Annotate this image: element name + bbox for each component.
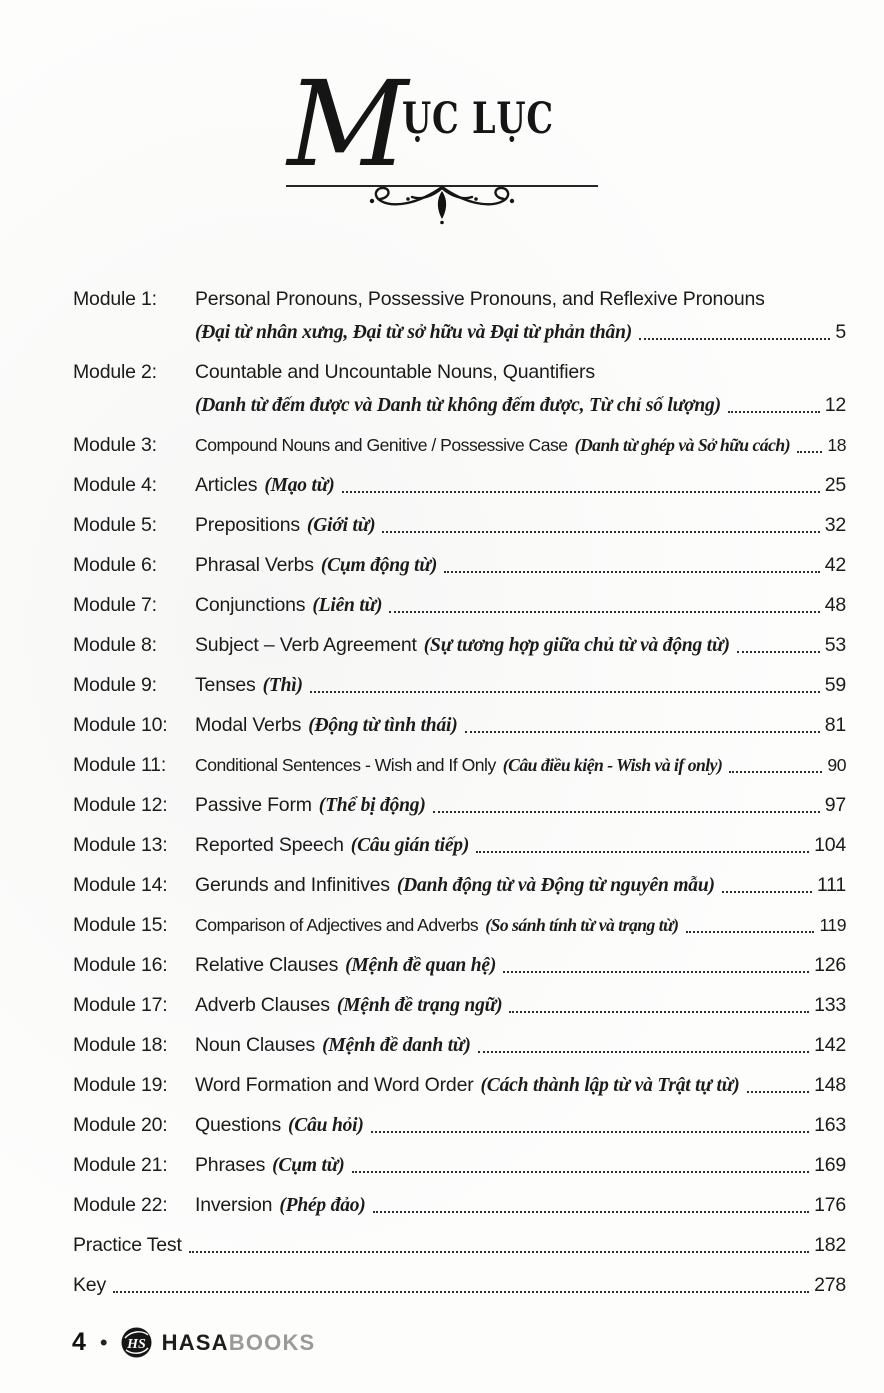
toc-page-number: 126 bbox=[814, 954, 846, 976]
hasabooks-logo-icon bbox=[120, 1326, 153, 1359]
toc-entry-title: Tenses bbox=[195, 674, 256, 696]
toc-entry-title: Comparison of Adjectives and Adverbs bbox=[195, 915, 479, 935]
toc-entry-label: Module 11: bbox=[73, 754, 167, 776]
toc-list bbox=[73, 286, 846, 1312]
toc-entry bbox=[73, 712, 846, 739]
ornament-divider-icon bbox=[282, 177, 602, 225]
toc-entry-title: Gerunds and Infinitives bbox=[195, 874, 390, 896]
toc-entry bbox=[73, 632, 846, 659]
toc-entry-body bbox=[195, 912, 846, 939]
toc-entry-body bbox=[195, 286, 846, 313]
toc-dot-leader bbox=[189, 1251, 809, 1253]
toc-entry-continuation bbox=[73, 319, 846, 346]
toc-entry-body bbox=[73, 1232, 846, 1259]
toc-entry-label: Module 8: bbox=[73, 634, 157, 656]
toc-entry-label: Module 9: bbox=[73, 674, 157, 696]
toc-entry-title: Reported Speech bbox=[195, 834, 344, 856]
toc-entry-translation: (Danh từ đếm được và Danh từ không đếm được, Từ chỉ số lượng) bbox=[195, 395, 721, 416]
toc-entry-continuation bbox=[73, 392, 846, 419]
toc-dot-leader bbox=[729, 771, 822, 773]
toc-entry-label: Module 18: bbox=[73, 1034, 168, 1056]
toc-dot-leader bbox=[686, 931, 815, 933]
toc-page-number: 163 bbox=[814, 1114, 846, 1136]
brand-name-light: BOOKS bbox=[228, 1329, 316, 1355]
logo-monogram: HS bbox=[126, 1337, 146, 1352]
toc-entry-translation: (Câu gián tiếp) bbox=[350, 835, 470, 856]
toc-entry-body bbox=[195, 992, 846, 1019]
toc-entry-label: Module 6: bbox=[73, 554, 157, 576]
toc-entry-label: Module 17: bbox=[73, 994, 168, 1016]
toc-entry bbox=[73, 832, 846, 859]
toc-entry-label: Module 12: bbox=[73, 794, 168, 816]
toc-dot-leader bbox=[371, 1131, 809, 1133]
toc-dot-leader bbox=[382, 531, 819, 533]
toc-dot-leader bbox=[797, 451, 822, 453]
toc-entry-title: Countable and Uncountable Nouns, Quantifiers bbox=[195, 361, 595, 383]
toc-dot-leader bbox=[444, 571, 820, 573]
toc-entry-body bbox=[195, 432, 846, 459]
toc-page-number: 81 bbox=[824, 714, 846, 736]
toc-entry-translation: (Động từ tình thái) bbox=[308, 715, 458, 736]
toc-entry-title: Key bbox=[73, 1274, 107, 1296]
toc-entry bbox=[73, 286, 846, 313]
toc-entry bbox=[73, 752, 846, 779]
toc-entry-body bbox=[195, 319, 846, 346]
toc-entry bbox=[73, 359, 846, 386]
toc-page-number: 90 bbox=[827, 755, 846, 775]
toc-entry-body bbox=[195, 472, 846, 499]
toc-entry-body bbox=[195, 592, 846, 619]
toc-entry-translation: (Phép đảo) bbox=[279, 1195, 366, 1216]
toc-entry-title: Personal Pronouns, Possessive Pronouns, and Reflexive Pronouns bbox=[195, 288, 765, 310]
toc-page-number: 278 bbox=[814, 1274, 846, 1296]
toc-entry bbox=[73, 912, 846, 939]
toc-entry bbox=[73, 592, 846, 619]
toc-dot-leader bbox=[478, 1051, 809, 1053]
toc-entry-label: Module 3: bbox=[73, 434, 157, 456]
toc-entry-body bbox=[195, 712, 846, 739]
toc-dot-leader bbox=[639, 338, 830, 340]
toc-entry-title: Conjunctions bbox=[195, 594, 306, 616]
toc-entry-label: Module 20: bbox=[73, 1114, 168, 1136]
toc-entry-translation: (Cách thành lập từ và Trật tự từ) bbox=[480, 1075, 740, 1096]
bullet-separator: • bbox=[99, 1329, 108, 1355]
toc-entry-label: Module 21: bbox=[73, 1154, 168, 1176]
toc-entry-title: Practice Test bbox=[73, 1234, 182, 1256]
toc-entry-label: Module 19: bbox=[73, 1074, 168, 1096]
toc-page-number: 97 bbox=[824, 794, 846, 816]
toc-entry bbox=[73, 1192, 846, 1219]
toc-entry-body bbox=[195, 1152, 846, 1179]
toc-entry-body bbox=[195, 1072, 846, 1099]
toc-entry-translation: (Danh động từ và Động từ nguyên mẫu) bbox=[396, 875, 715, 896]
toc-page-number: 176 bbox=[814, 1194, 846, 1216]
toc-page-number: 53 bbox=[824, 634, 846, 656]
toc-dot-leader bbox=[509, 1011, 809, 1013]
toc-entry-body bbox=[195, 1192, 846, 1219]
page-header bbox=[262, 55, 622, 230]
toc-entry-label: Module 13: bbox=[73, 834, 168, 856]
toc-entry bbox=[73, 1112, 846, 1139]
footer-page-number: 4 bbox=[72, 1328, 86, 1356]
brand-name-bold: HASA bbox=[161, 1329, 229, 1355]
toc-entry-title: Modal Verbs bbox=[195, 714, 302, 736]
toc-dot-leader bbox=[503, 971, 809, 973]
toc-dot-leader bbox=[352, 1171, 810, 1173]
toc-entry bbox=[73, 512, 846, 539]
toc-entry-label: Module 4: bbox=[73, 474, 157, 496]
toc-entry-title: Compound Nouns and Genitive / Possessive Case bbox=[195, 435, 568, 455]
toc-entry-label: Module 15: bbox=[73, 914, 168, 936]
toc-page-number: 25 bbox=[824, 474, 846, 496]
toc-entry-translation: (Cụm từ) bbox=[272, 1155, 345, 1176]
toc-entry bbox=[73, 1152, 846, 1179]
toc-page-number: 182 bbox=[814, 1234, 846, 1256]
toc-entry-translation: (Thì) bbox=[262, 675, 303, 696]
toc-entry bbox=[73, 872, 846, 899]
toc-entry-body bbox=[195, 832, 846, 859]
toc-entry-body bbox=[195, 632, 846, 659]
toc-entry-label: Module 7: bbox=[73, 594, 157, 616]
toc-entry-translation: (Đại từ nhân xưng, Đại từ sở hữu và Đại từ phản thân) bbox=[195, 322, 633, 343]
toc-entry-body bbox=[195, 752, 846, 779]
toc-page-number: 32 bbox=[824, 514, 846, 536]
toc-dot-leader bbox=[747, 1091, 810, 1093]
toc-entry-body bbox=[195, 359, 846, 386]
toc-entry-label: Module 16: bbox=[73, 954, 168, 976]
toc-dot-leader bbox=[310, 691, 820, 693]
toc-dot-leader bbox=[373, 1211, 809, 1213]
page-title bbox=[262, 55, 622, 193]
toc-entry-body bbox=[195, 512, 846, 539]
toc-entry-translation: (Sự tương hợp giữa chủ từ và động từ) bbox=[423, 635, 730, 656]
toc-entry bbox=[73, 472, 846, 499]
toc-entry-body bbox=[195, 952, 846, 979]
toc-entry-translation: (Mệnh đề quan hệ) bbox=[345, 955, 497, 976]
toc-entry bbox=[73, 1032, 846, 1059]
toc-entry bbox=[73, 1072, 846, 1099]
toc-page-number: 5 bbox=[835, 321, 846, 343]
title-initial: M bbox=[287, 55, 405, 193]
toc-entry-title: Inversion bbox=[195, 1194, 273, 1216]
toc-entry-label: Module 5: bbox=[73, 514, 157, 536]
toc-entry bbox=[73, 432, 846, 459]
toc-entry-translation: (Câu điều kiện - Wish và if only) bbox=[502, 755, 723, 775]
toc-entry-translation: (Thể bị động) bbox=[318, 795, 426, 816]
toc-entry-body bbox=[195, 1032, 846, 1059]
toc-entry-body bbox=[195, 872, 846, 899]
toc-entry-translation: (Câu hỏi) bbox=[288, 1115, 364, 1136]
toc-entry-body bbox=[195, 672, 846, 699]
toc-entry-translation: (Mạo từ) bbox=[264, 475, 335, 496]
toc-entry-title: Noun Clauses bbox=[195, 1034, 316, 1056]
toc-entry-label: Module 22: bbox=[73, 1194, 168, 1216]
toc-dot-leader bbox=[389, 611, 819, 613]
toc-dot-leader bbox=[113, 1291, 809, 1293]
toc-dot-leader bbox=[465, 731, 820, 733]
toc-dot-leader bbox=[722, 891, 812, 893]
toc-entry-title: Articles bbox=[195, 474, 258, 496]
toc-entry-body bbox=[195, 552, 846, 579]
toc-page-number: 12 bbox=[824, 394, 846, 416]
toc-entry-translation: (Liên từ) bbox=[312, 595, 383, 616]
toc-entry-body bbox=[195, 392, 846, 419]
toc-page-number: 48 bbox=[824, 594, 846, 616]
toc-page-number: 148 bbox=[814, 1074, 846, 1096]
toc-entry-translation: (So sánh tính từ và trạng từ) bbox=[485, 915, 679, 935]
toc-page-number: 111 bbox=[816, 874, 846, 896]
toc-entry-label: Module 14: bbox=[73, 874, 168, 896]
toc-entry bbox=[73, 672, 846, 699]
toc-entry-body bbox=[195, 792, 846, 819]
toc-page-number: 142 bbox=[814, 1034, 846, 1056]
title-caps: ỤC LỤC bbox=[402, 94, 554, 144]
toc-entry-body bbox=[73, 1272, 846, 1299]
toc-entry-title: Passive Form bbox=[195, 794, 312, 816]
toc-page-number: 42 bbox=[824, 554, 846, 576]
toc-page-number: 133 bbox=[814, 994, 846, 1016]
toc-dot-leader bbox=[728, 411, 820, 413]
toc-entry-title: Adverb Clauses bbox=[195, 994, 330, 1016]
toc-entry-title: Conditional Sentences - Wish and If Only bbox=[195, 755, 496, 775]
toc-page-number: 59 bbox=[824, 674, 846, 696]
toc-page-number: 119 bbox=[819, 915, 846, 935]
toc-page-number: 18 bbox=[827, 435, 846, 455]
toc-page-number: 169 bbox=[814, 1154, 846, 1176]
toc-entry-translation: (Cụm động từ) bbox=[320, 555, 438, 576]
toc-dot-leader bbox=[476, 851, 809, 853]
toc-entry-title: Subject – Verb Agreement bbox=[195, 634, 417, 656]
toc-dot-leader bbox=[342, 491, 820, 493]
toc-entry-title: Prepositions bbox=[195, 514, 300, 536]
toc-entry-label: Module 10: bbox=[73, 714, 168, 736]
toc-entry bbox=[73, 952, 846, 979]
brand-name bbox=[162, 1330, 316, 1356]
toc-entry-label: Module 1: bbox=[73, 288, 157, 310]
toc-entry bbox=[73, 1232, 846, 1259]
toc-entry-title: Word Formation and Word Order bbox=[195, 1074, 474, 1096]
page-footer bbox=[72, 1326, 315, 1359]
toc-entry-translation: (Mệnh đề danh từ) bbox=[322, 1035, 471, 1056]
toc-entry-title: Phrases bbox=[195, 1154, 266, 1176]
toc-entry-translation: (Mệnh đề trạng ngữ) bbox=[336, 995, 503, 1016]
toc-entry-translation: (Giới từ) bbox=[306, 515, 376, 536]
toc-entry-title: Relative Clauses bbox=[195, 954, 339, 976]
toc-entry bbox=[73, 792, 846, 819]
toc-entry-title: Phrasal Verbs bbox=[195, 554, 314, 576]
toc-entry-translation: (Danh từ ghép và Sở hữu cách) bbox=[574, 435, 791, 455]
toc-page-number: 104 bbox=[814, 834, 846, 856]
toc-dot-leader bbox=[433, 811, 820, 813]
toc-entry-label: Module 2: bbox=[73, 361, 157, 383]
toc-entry bbox=[73, 552, 846, 579]
toc-entry-body bbox=[195, 1112, 846, 1139]
toc-entry bbox=[73, 992, 846, 1019]
toc-entry-title: Questions bbox=[195, 1114, 281, 1136]
toc-entry bbox=[73, 1272, 846, 1299]
toc-dot-leader bbox=[737, 651, 820, 653]
